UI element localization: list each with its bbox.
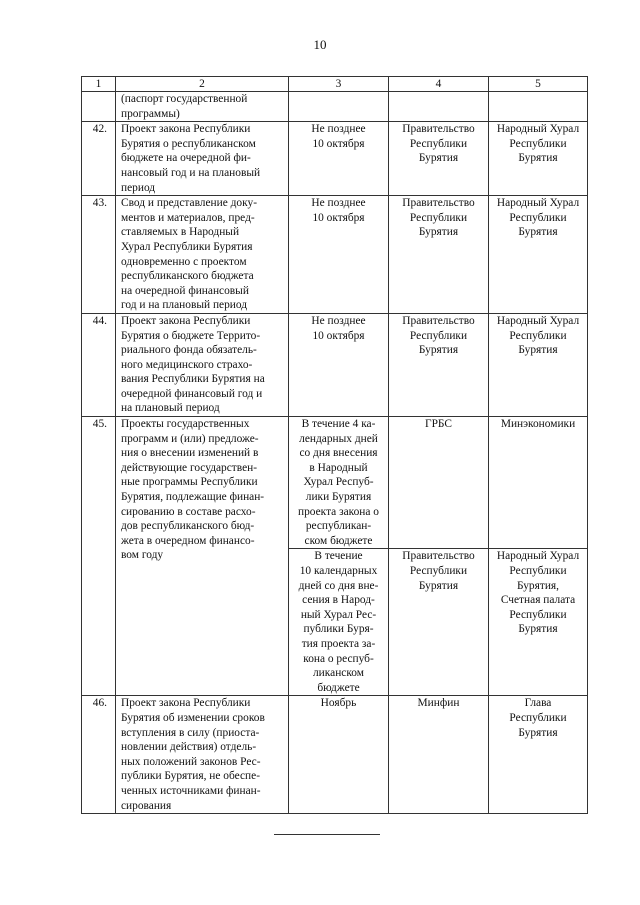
- table-header-row: [82, 77, 588, 92]
- recipient-cell: [489, 92, 588, 122]
- recipient-cell: Народный Хурал Республики Бурятия: [489, 313, 588, 416]
- row-number-cell: 44.: [82, 313, 116, 416]
- term-cell: В течение 10 календарных дней со дня вне- сения в Народ- ный Хурал Рес- публики Буря- тия проекта за- кона о респуб- ликанском бюджете: [289, 549, 389, 696]
- responsible-cell: Минфин: [389, 696, 489, 814]
- responsible-cell: Правительство Республики Бурятия: [389, 122, 489, 196]
- row-number-cell: 42.: [82, 122, 116, 196]
- table-row: [82, 417, 588, 549]
- responsible-cell: Правительство Республики Бурятия: [389, 549, 489, 696]
- responsible-cell: Правительство Республики Бурятия: [389, 313, 489, 416]
- table-row-continuation: [82, 92, 588, 122]
- header-cell: 5: [489, 77, 588, 92]
- description-cell: (паспорт государственной программы): [116, 92, 289, 122]
- header-cell: 1: [82, 77, 116, 92]
- description-cell: Свод и представление доку- ментов и материалов, пред- ставляемых в Народный Хурал Республики Бурятия одновременно с проектом республиканского бюджета на очередной финансовый год и на плановый период: [116, 196, 289, 314]
- responsible-cell: Правительство Республики Бурятия: [389, 196, 489, 314]
- term-cell: Ноябрь: [289, 696, 389, 814]
- row-number-cell: 45.: [82, 417, 116, 696]
- page-number: 10: [313, 37, 327, 52]
- footer-divider: [274, 834, 380, 835]
- responsible-cell: [389, 92, 489, 122]
- row-number-cell: [82, 92, 116, 122]
- description-cell: Проект закона Республики Бурятия об изменении сроков вступления в силу (приоста- новлении действия) отдель- ных положений законов Рес- публики Бурятия, не обеспе- ченных источниками финан- сирования: [116, 696, 289, 814]
- description-cell: Проекты государственных программ и (или) предложе- ния о внесении изменений в действующие государствен- ные программы Республики Бурятия, подлежащие финан- сированию в составе расхо- дов республиканского бюд- жета в очередном финансо- вом году: [116, 417, 289, 696]
- row-number-cell: 43.: [82, 196, 116, 314]
- term-cell: В течение 4 ка- лендарных дней со дня внесения в Народный Хурал Респуб- лики Бурятия проекта закона о республикан- ском бюджете: [289, 417, 389, 549]
- term-cell: Не позднее 10 октября: [289, 122, 389, 196]
- recipient-cell: Минэкономики: [489, 417, 588, 549]
- row-number-cell: 46.: [82, 696, 116, 814]
- table-row: [82, 696, 588, 814]
- header-cell: 2: [116, 77, 289, 92]
- table-row: [82, 196, 588, 314]
- header-cell: 3: [289, 77, 389, 92]
- description-cell: Проект закона Республики Бурятия о республиканском бюджете на очередной фи- нансовый год и на плановый период: [116, 122, 289, 196]
- recipient-cell: Народный Хурал Республики Бурятия: [489, 196, 588, 314]
- term-cell: [289, 92, 389, 122]
- description-cell: Проект закона Республики Бурятия о бюджете Террито- риального фонда обязатель- ного медицинского страхо- вания Республики Бурятия на очередной финансовый год и на плановый период: [116, 313, 289, 416]
- term-cell: Не позднее 10 октября: [289, 313, 389, 416]
- table-row: [82, 122, 588, 196]
- responsible-cell: ГРБС: [389, 417, 489, 549]
- table-row: [82, 313, 588, 416]
- recipient-cell: Народный Хурал Республики Бурятия: [489, 122, 588, 196]
- term-cell: Не позднее 10 октября: [289, 196, 389, 314]
- recipient-cell: Народный Хурал Республики Бурятия, Счетная палата Республики Бурятия: [489, 549, 588, 696]
- recipient-cell: Глава Республики Бурятия: [489, 696, 588, 814]
- header-cell: 4: [389, 77, 489, 92]
- schedule-table: [81, 76, 588, 814]
